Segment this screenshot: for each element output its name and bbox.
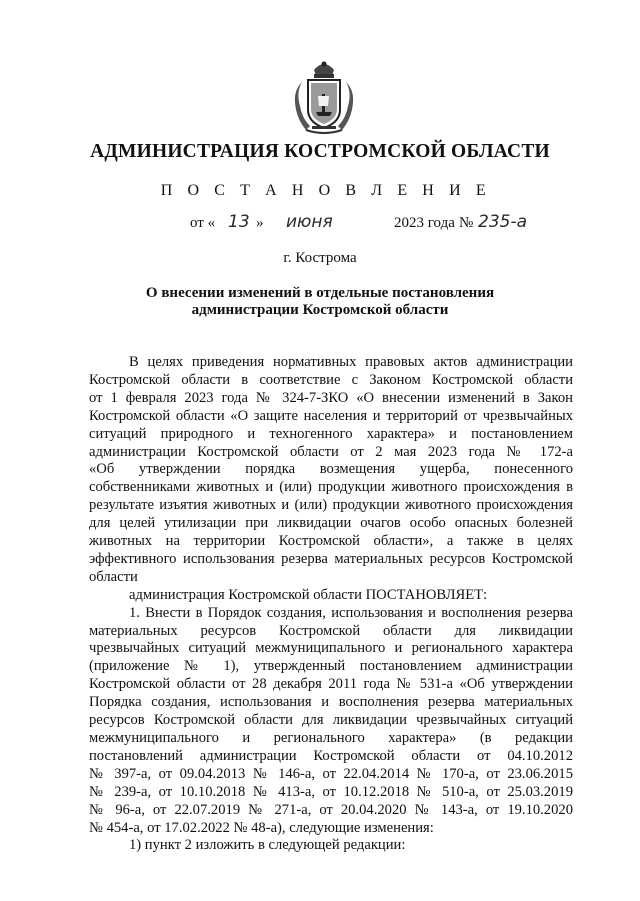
paragraph-preamble xyxy=(89,354,573,587)
body-line: Костромской области в соответствие с Законом Костромской области xyxy=(89,371,573,388)
date-year: 2023 года xyxy=(394,215,455,231)
body-line: чрезвычайных ситуаций межмуниципального и регионального характера xyxy=(89,640,573,657)
body-line: постановлений администрации Костромской области от 04.10.2012 xyxy=(89,747,573,764)
body-line: 1. Внести в Порядок создания, использования и восполнения резерва xyxy=(129,604,573,621)
body-line: для целей утилизации при ликвидации очагов особо опасных болезней xyxy=(89,515,573,532)
body-line: № 239-а, от 10.10.2018 № 413-а, от 10.12.2018 № 510-а, от 25.03.2019 xyxy=(89,783,573,800)
body-line: № 96-а, от 22.07.2019 № 271-а, от 20.04.2020 № 143-а, от 19.10.2020 xyxy=(89,801,573,818)
organization-title: АДМИНИСТРАЦИЯ КОСТРОМСКОЙ ОБЛАСТИ xyxy=(90,141,550,162)
handwritten-number: 235-а xyxy=(478,212,527,232)
handwritten-month: июня xyxy=(286,212,333,232)
number-prefix: № xyxy=(459,215,474,231)
body-line: В целях приведения нормативных правовых актов администрации xyxy=(129,354,573,370)
body-line: материальных ресурсов Костромской области для ликвидации xyxy=(89,622,573,639)
body-line: собственниками животных и (или) продукции животного происхождения в xyxy=(89,479,573,496)
subject-line: администрации Костромской области xyxy=(191,302,449,318)
handwritten-day: 13 xyxy=(228,212,250,232)
body-line: эффективного использования резерва материальных ресурсов Костромской xyxy=(89,550,573,567)
body-line: межмуниципального и регионального характера» (в редакции xyxy=(89,730,573,746)
body-line: ситуаций природного и техногенного характера» и постановлением xyxy=(89,425,573,442)
kostroma-coat-of-arms-icon xyxy=(292,56,356,136)
paragraph-item-1 xyxy=(89,605,573,838)
body-line: № 454-а, от 17.02.2022 № 48-а), следующие изменения: xyxy=(89,819,434,836)
city: г. Кострома xyxy=(283,250,357,266)
body-line: Порядка создания, использования и восполнения резерва материальных xyxy=(89,694,573,711)
body-line: Костромской области от 28 декабря 2011 года № 531-а «Об утверждении xyxy=(89,676,573,693)
body-line: (приложение № 1), утвержденный постановлением администрации xyxy=(89,658,573,675)
body-line: животных на территории Костромской области», а также в целях xyxy=(89,533,573,550)
body-line: «Об утверждении порядка возмещения ущерба, понесенного xyxy=(89,461,573,478)
resolution-line: администрация Костромской области ПОСТАНОВЛЯЕТ: xyxy=(129,586,488,603)
body-line: администрации Костромской области от 2 мая 2023 года № 172-а xyxy=(89,443,573,460)
body-line: № 397-а, от 09.04.2013 № 146-а, от 22.04.2014 № 170-а, от 23.06.2015 xyxy=(89,765,573,782)
date-mid: » xyxy=(256,215,264,231)
document-type: П О С Т А Н О В Л Е Н И Е xyxy=(160,182,492,199)
body-line: ресурсов Костромской области для ликвидации чрезвычайных ситуаций xyxy=(89,712,573,729)
date-number-line xyxy=(0,212,640,239)
body-line: Костромской области «О защите населения и территорий от чрезвычайных xyxy=(89,407,573,424)
date-prefix: от « xyxy=(190,215,216,231)
body-line: результате изъятия животных и (или) продукции животного происхождения xyxy=(89,497,573,514)
document-body xyxy=(89,354,573,855)
body-line: области xyxy=(89,568,138,585)
body-line: от 1 февраля 2023 года № 324-7-ЗКО «О внесении изменений в Закон xyxy=(89,389,573,406)
subitem-line: 1) пункт 2 изложить в следующей редакции: xyxy=(129,837,406,854)
document-subject xyxy=(0,285,640,319)
subject-line: О внесении изменений в отдельные постановления xyxy=(145,285,495,301)
